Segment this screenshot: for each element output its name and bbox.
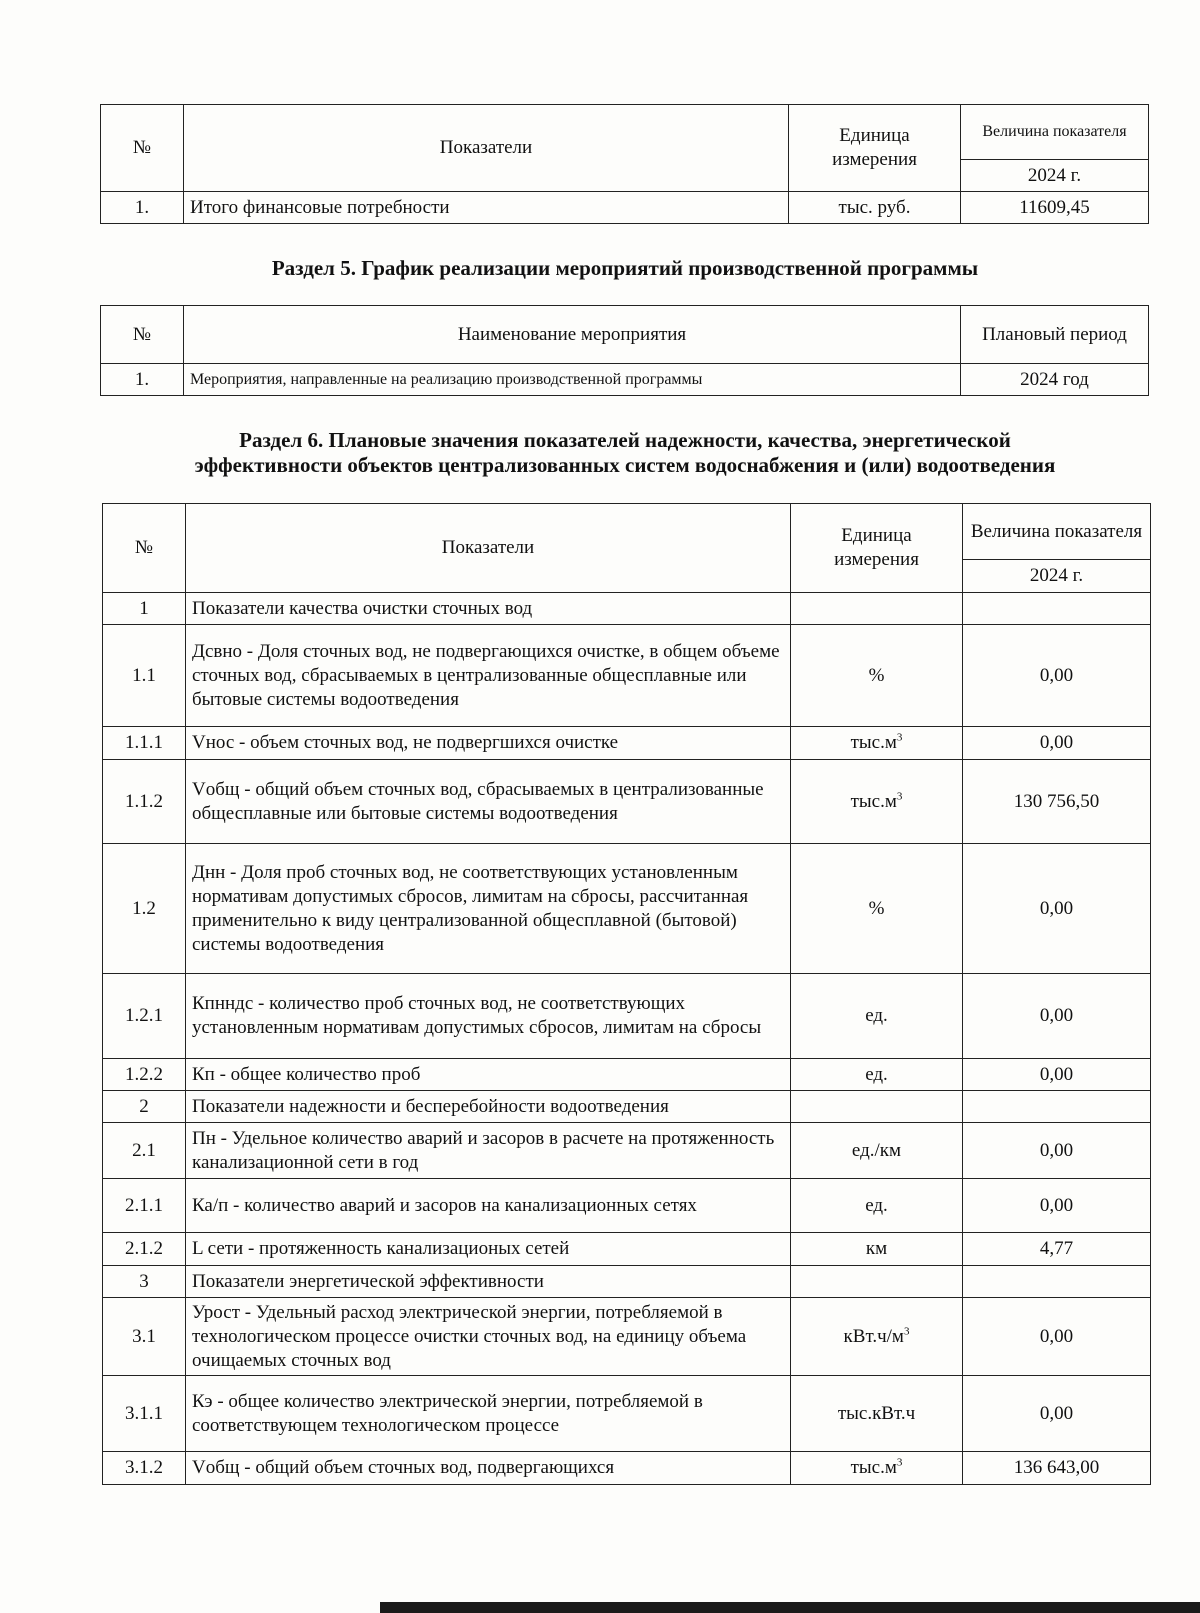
row-num: 2.1.2 (103, 1233, 186, 1266)
section6-title-line1: Раздел 6. Плановые значения показателей надежности, качества, энергетической (239, 428, 1011, 452)
row-name: Мероприятия, направленные на реализацию производственной программы (184, 364, 961, 396)
row-num: 1. (101, 192, 184, 224)
row-unit (791, 1266, 963, 1298)
row-name: Итого финансовые потребности (184, 192, 789, 224)
scan-edge (380, 1602, 1200, 1613)
row-unit (791, 593, 963, 625)
unit-exponent: 3 (896, 731, 903, 744)
table-row (103, 1123, 1151, 1179)
row-unit (791, 1123, 963, 1179)
row-unit (791, 974, 963, 1059)
row-num: 1 (103, 593, 186, 625)
financial-needs-table (100, 104, 1149, 224)
row-value (963, 593, 1151, 625)
unit-text: тыс.м (850, 790, 897, 812)
row-unit (791, 1179, 963, 1233)
row-name: Показатели энергетической эффективности (186, 1266, 791, 1298)
row-name: Урост - Удельный расход электрической энергии, потребляемой в технологическом процессе очистки сточных вод, на единицу объема очищаемых сточных вод (186, 1298, 791, 1376)
row-unit: тыс. руб. (789, 192, 961, 224)
table-row (103, 727, 1151, 760)
row-num: 2.1.1 (103, 1179, 186, 1233)
row-num: 1.1.2 (103, 760, 186, 844)
unit-text: тыс.кВт.ч (837, 1402, 916, 1424)
row-num: 3.1.1 (103, 1376, 186, 1452)
row-name: Дсвно - Доля сточных вод, не подвергающихся очистке, в общем объеме сточных вод, сбрасываемых в централизованные общесплавные или бытовые системы водоотведения (186, 625, 791, 727)
table-row (103, 1179, 1151, 1233)
row-num: 1.2.2 (103, 1059, 186, 1091)
row-num: 1. (101, 364, 184, 396)
row-value: 0,00 (963, 1059, 1151, 1091)
row-value (963, 1091, 1151, 1123)
row-name: Показатели надежности и бесперебойности водоотведения (186, 1091, 791, 1123)
schedule-table (100, 305, 1149, 396)
col-num-header: № (103, 504, 186, 593)
row-name: L сети - протяженность канализационых сетей (186, 1233, 791, 1266)
unit-exponent: 3 (896, 1456, 903, 1469)
row-unit (791, 727, 963, 760)
col-value-header: Величина показателя (961, 105, 1149, 160)
unit-text: % (868, 664, 885, 686)
row-name: Vобщ - общий объем сточных вод, сбрасываемых в централизованные общесплавные или бытовые системы водоотведения (186, 760, 791, 844)
col-measure-header: Наименование мероприятия (184, 306, 961, 364)
row-value: 0,00 (963, 625, 1151, 727)
row-value (963, 1266, 1151, 1298)
row-value: 0,00 (963, 974, 1151, 1059)
row-name: Показатели качества очистки сточных вод (186, 593, 791, 625)
row-unit (791, 1233, 963, 1266)
row-num: 1.2 (103, 844, 186, 974)
col-year-header: 2024 г. (963, 560, 1151, 593)
row-name: Ка/п - количество аварий и засоров на канализационных сетях (186, 1179, 791, 1233)
col-year-header: 2024 г. (961, 160, 1149, 192)
row-num: 1.1 (103, 625, 186, 727)
row-num: 3 (103, 1266, 186, 1298)
unit-text: ед. (865, 1063, 888, 1085)
row-num: 2 (103, 1091, 186, 1123)
table-row (103, 1452, 1151, 1485)
row-name: Кп - общее количество проб (186, 1059, 791, 1091)
unit-text: ед. (865, 1005, 888, 1026)
unit-text: % (868, 897, 885, 919)
table-row (103, 844, 1151, 974)
row-num: 2.1 (103, 1123, 186, 1179)
unit-text: ед. (865, 1194, 888, 1216)
row-unit (791, 1091, 963, 1123)
row-value: 0,00 (963, 1298, 1151, 1376)
row-num: 1.1.1 (103, 727, 186, 760)
table-row (103, 1266, 1151, 1298)
table-row (103, 1059, 1151, 1091)
row-name: Кэ - общее количество электрической энергии, потребляемой в соответствующем технологическом процессе (186, 1376, 791, 1452)
section6-title-line2: эффективности объектов централизованных систем водоснабжения и (или) водоотведения (194, 453, 1056, 477)
table-row (103, 1233, 1151, 1266)
row-num: 3.1 (103, 1298, 186, 1376)
row-value: 0,00 (963, 844, 1151, 974)
col-num-header: № (101, 306, 184, 364)
row-value: 0,00 (963, 1376, 1151, 1452)
row-value: 130 756,50 (963, 760, 1151, 844)
table-row (103, 593, 1151, 625)
row-unit (791, 625, 963, 727)
col-value-header: Величина показателя (963, 504, 1151, 560)
row-value: 0,00 (963, 1179, 1151, 1233)
unit-text: ед./км (851, 1139, 902, 1161)
row-value: 4,77 (963, 1233, 1151, 1266)
row-num: 1.2.1 (103, 974, 186, 1059)
table-row (101, 364, 1149, 396)
row-name: Vобщ - общий объем сточных вод, подвергающихся (186, 1452, 791, 1485)
col-unit-header: Единица измерения (789, 105, 961, 192)
row-unit (791, 1059, 963, 1091)
row-name: Пн - Удельное количество аварий и засоров в расчете на протяженность канализационной сети в год (186, 1123, 791, 1179)
col-unit-header: Единица измерения (791, 504, 963, 593)
unit-text: кВт.ч/м (843, 1325, 904, 1347)
col-indicator-header: Показатели (186, 504, 791, 593)
row-unit (791, 1452, 963, 1485)
unit-text: тыс.м (850, 1457, 897, 1478)
row-name: Кпнндс - количество проб сточных вод, не соответствующих установленным нормативам допустимых сбросов, лимитам на сбросы (186, 974, 791, 1059)
indicators-body (103, 593, 1151, 1485)
row-value: 11609,45 (961, 192, 1149, 224)
unit-exponent: 3 (896, 790, 903, 803)
col-indicator-header: Показатели (184, 105, 789, 192)
row-value: 0,00 (963, 727, 1151, 760)
col-num-header: № (101, 105, 184, 192)
table-row (103, 1376, 1151, 1452)
section6-title (90, 428, 1160, 478)
row-name: Днн - Доля проб сточных вод, не соответствующих установленным нормативам допустимых сбросов, лимитам на сбросы, рассчитанная применительно к виду централизованной общесплавной (бытовой) системы водоотведения (186, 844, 791, 974)
col-period-header: Плановый период (961, 306, 1149, 364)
indicators-table (102, 503, 1151, 1485)
row-unit (791, 844, 963, 974)
row-unit (791, 1376, 963, 1452)
row-value: 136 643,00 (963, 1452, 1151, 1485)
row-name: Vнос - объем сточных вод, не подвергшихся очистке (186, 727, 791, 760)
unit-text: км (865, 1238, 888, 1259)
row-unit (791, 760, 963, 844)
row-value: 0,00 (963, 1123, 1151, 1179)
row-num: 3.1.2 (103, 1452, 186, 1485)
table-row (103, 760, 1151, 844)
table-row (103, 1091, 1151, 1123)
unit-text: тыс.м (850, 732, 897, 753)
section5-title: Раздел 5. График реализации мероприятий производственной программы (271, 256, 979, 280)
table-row (101, 192, 1149, 224)
row-unit (791, 1298, 963, 1376)
row-period: 2024 год (961, 364, 1149, 396)
table-row (103, 625, 1151, 727)
table-row (103, 974, 1151, 1059)
table-row (103, 1298, 1151, 1376)
unit-exponent: 3 (903, 1325, 910, 1338)
